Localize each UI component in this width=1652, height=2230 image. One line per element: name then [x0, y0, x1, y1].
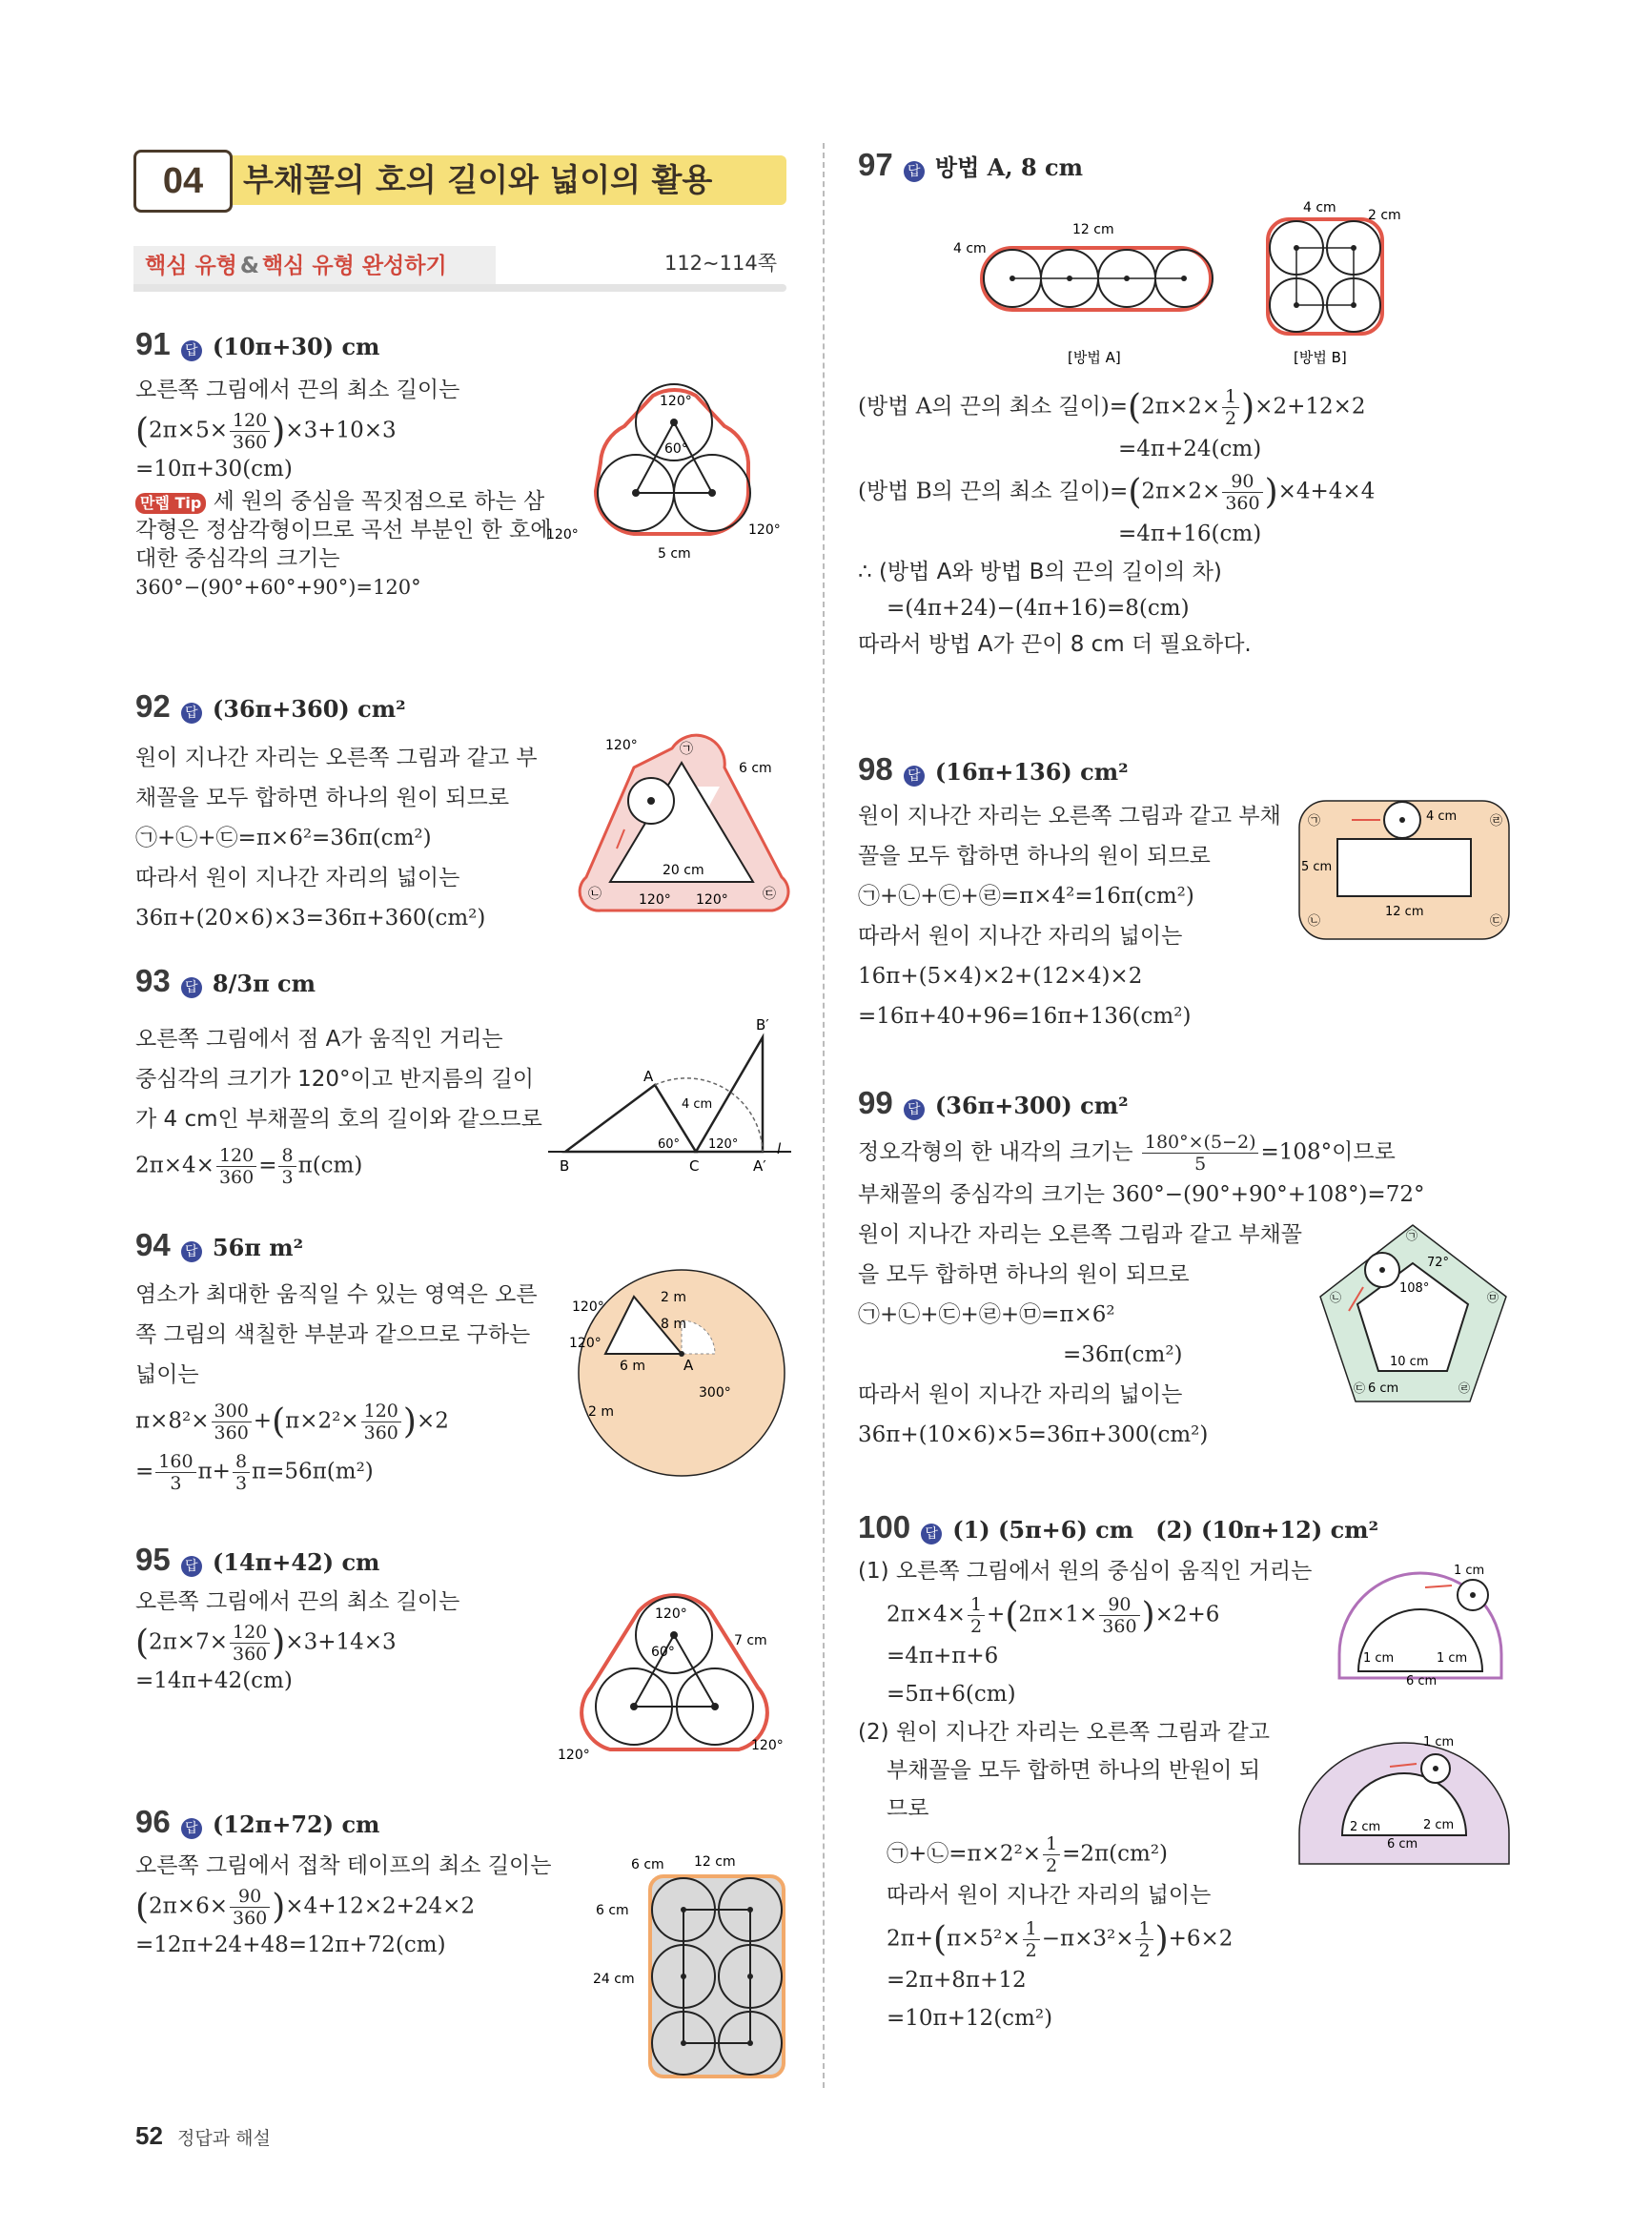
- answer-badge: 답: [181, 1241, 202, 1262]
- formula: = $\frac{160}{3}$ π+ $\frac{8}{3}$ π=56π(m²): [135, 1451, 374, 1494]
- figure-caption: [방법 A]: [1068, 349, 1121, 366]
- figure-93: [548, 1011, 791, 1177]
- note-line: 360°−(90°+60°+90°)=120°: [135, 576, 421, 599]
- text-line: 오른쪽 그림에서 점 A가 움직인 거리는: [135, 1027, 503, 1052]
- figure-96: [591, 1850, 791, 2083]
- text-line: 쪽 그림의 색칠한 부분과 같으므로 구하는: [135, 1322, 531, 1347]
- problem-97-body: [858, 386, 1375, 663]
- angle-label: 108°: [1399, 1281, 1430, 1296]
- length-label: 1 cm: [1423, 1735, 1455, 1749]
- section-header: [133, 150, 786, 211]
- angle-label: 60°: [658, 1137, 681, 1152]
- length-label: 4 cm: [953, 241, 987, 256]
- footer-label: 정답과 해설: [177, 2128, 271, 2149]
- answer: (14π+42) cm: [212, 1548, 380, 1576]
- formula: 16π+(5×4)×2+(12×4)×2: [858, 964, 1143, 989]
- text-line: 부채꼴을 모두 합하면 하나의 반원이 되: [887, 1758, 1261, 1783]
- note-tag: 만렙 Tip: [135, 493, 206, 514]
- answer-badge: 답: [904, 161, 925, 182]
- formula: 36π+(10×6)×5=36π+300(cm²): [858, 1422, 1209, 1447]
- answer: (10π+30) cm: [212, 333, 380, 360]
- length-label: 6 cm: [1368, 1381, 1399, 1396]
- formula: 2π×4× $\frac{120}{360}$ = $\frac{8}{3}$ π(cm): [135, 1145, 363, 1188]
- point-label: B: [560, 1157, 570, 1175]
- angle-label: 60°: [651, 1645, 675, 1660]
- length-label: 8 m: [661, 1317, 686, 1332]
- problem-number: 96: [135, 1804, 171, 1839]
- angle-label: 72°: [1427, 1256, 1450, 1270]
- figure-94: [567, 1263, 796, 1483]
- subheader-pages: 112~114쪽: [663, 252, 777, 275]
- answer: (16π+136) cm²: [934, 758, 1129, 786]
- formula-result: =10π+30(cm): [135, 457, 293, 481]
- answer: 방법 A, 8 cm: [934, 153, 1084, 181]
- formula-result: =4π+16(cm): [1118, 522, 1262, 546]
- formula: =2π+8π+12: [887, 1968, 1027, 1993]
- text-line: 원이 지나간 자리는 오른쪽 그림과 같고 부: [135, 746, 538, 770]
- section-number: 04: [133, 150, 233, 213]
- angle-label: 300°: [699, 1385, 731, 1401]
- length-label: 4 cm: [682, 1097, 713, 1112]
- formula: 정오각형의 한 내각의 크기는 $\frac{180^\circ\times(5-2)}{5}$ =108°이므로: [858, 1132, 1396, 1175]
- angle-label: 120°: [639, 892, 671, 908]
- sector-label: ㉠: [1308, 814, 1321, 829]
- problem-number: 95: [135, 1542, 171, 1577]
- point-label: A: [683, 1357, 694, 1374]
- sector-label: ㉣: [1458, 1381, 1471, 1395]
- length-label: 6 cm: [1406, 1674, 1438, 1688]
- problem-number: 92: [135, 688, 171, 724]
- formula: =(4π+24)−(4π+16)=8(cm): [887, 596, 1190, 621]
- length-label: 20 cm: [663, 863, 704, 878]
- figure-99: [1315, 1220, 1511, 1411]
- length-label: 12 cm: [1385, 905, 1424, 919]
- problem-94: [135, 1225, 538, 1494]
- answer-badge: 답: [181, 1818, 202, 1839]
- problem-number: 100: [858, 1509, 911, 1545]
- formula: 2π+(π×5²× $\frac{1}{2}$ −π×3²× $\frac{1}{2}$ )+6×2: [887, 1918, 1234, 1961]
- figure-98: [1295, 796, 1514, 944]
- point-label: C: [689, 1157, 700, 1175]
- formula-result: =12π+24+48=12π+72(cm): [135, 1933, 446, 1957]
- line-label: l: [777, 1140, 782, 1157]
- formula: ㉠+㉡+㉢+㉣+㉤=π×6²: [858, 1302, 1115, 1327]
- length-label: 2 cm: [1423, 1818, 1455, 1832]
- figure-100-2: [1295, 1730, 1514, 1873]
- note-line: 세 원의 중심을 꼭짓점으로 하는 삼: [213, 489, 545, 514]
- problem-number: 91: [135, 326, 171, 361]
- text-line: 꼴을 모두 합하면 하나의 원이 되므로: [858, 844, 1211, 869]
- answer-badge: 답: [904, 766, 925, 787]
- text-line: 채꼴을 모두 합하면 하나의 원이 되므로: [135, 786, 510, 810]
- text-line: 염소가 최대한 움직일 수 있는 영역은 오른: [135, 1282, 538, 1307]
- subheader-amp: &: [239, 254, 259, 278]
- answer-badge: 답: [904, 1099, 925, 1120]
- formula: (방법 B의 끈의 최소 길이)=(2π×2× $\frac{90}{360}$ )×4+4×4: [858, 471, 1376, 514]
- formula: =4π+π+6: [887, 1644, 999, 1668]
- answer-badge: 답: [181, 340, 202, 361]
- point-label: B′: [756, 1016, 769, 1033]
- length-label: 6 m: [620, 1359, 645, 1374]
- subheader: [133, 246, 786, 292]
- angle-label: 120°: [751, 1738, 784, 1753]
- formula: (방법 A의 끈의 최소 길이)=(2π×2× $\frac{1}{2}$ )×2+12×2: [858, 386, 1366, 429]
- point-label: A: [643, 1068, 654, 1085]
- sector-label: ㉢: [1490, 914, 1503, 929]
- figure-100-1: [1330, 1559, 1511, 1692]
- subheader-part2: 핵심 유형 완성하기: [261, 254, 447, 278]
- length-label: 6 cm: [739, 761, 772, 776]
- angle-label: 120°: [546, 527, 579, 542]
- figure-92: [567, 734, 796, 925]
- note: [135, 487, 551, 516]
- text-line: ∴ (방법 A와 방법 B의 끈의 길이의 차): [858, 560, 1222, 584]
- note-line: 대한 중심각의 크기는: [135, 546, 340, 571]
- problem-number: 97: [858, 147, 893, 182]
- formula: 36π+(20×6)×3=36π+360(cm²): [135, 906, 486, 931]
- text-line: 따라서 원이 지나간 자리의 넓이는: [858, 1382, 1183, 1407]
- page-number: 52: [135, 2121, 163, 2150]
- formula: ㉠+㉡+㉢+㉣=π×4²=16π(cm²): [858, 884, 1194, 909]
- note-line: 각형은 정삼각형이므로 곡선 부분인 한 호에: [135, 518, 552, 542]
- length-label: 1 cm: [1363, 1651, 1395, 1666]
- angle-label: 120°: [696, 892, 728, 908]
- angle-label: 60°: [664, 441, 688, 457]
- problem-95: [135, 1540, 459, 1693]
- text-line: (1) 오른쪽 그림에서 원의 중심이 움직인 거리는: [858, 1559, 1313, 1584]
- length-label: 12 cm: [694, 1854, 736, 1870]
- figure-91: [543, 377, 791, 567]
- angle-label: 120°: [660, 394, 692, 409]
- length-label: 6 cm: [596, 1903, 629, 1918]
- sector-label: ㉡: [1308, 914, 1321, 929]
- answer-badge: 답: [921, 1524, 942, 1545]
- problem-92: [135, 686, 538, 938]
- length-label: 24 cm: [593, 1972, 635, 1987]
- length-label: 1 cm: [1437, 1651, 1468, 1666]
- length-label: 2 cm: [1368, 208, 1401, 223]
- problem-number: 98: [858, 751, 893, 787]
- answer: 8/3π cm: [212, 970, 316, 997]
- length-label: 4 cm: [1303, 200, 1336, 215]
- length-label: 6 cm: [1387, 1837, 1418, 1852]
- formula: =36π(cm²): [1063, 1342, 1183, 1367]
- length-label: 2 cm: [1350, 1820, 1381, 1834]
- problem-number: 94: [135, 1227, 171, 1262]
- answer: (1) (5π+6) cm: [952, 1516, 1134, 1544]
- formula: π×8²× $\frac{300}{360}$ +(π×2²× $\frac{120}{360}$ )×2: [135, 1401, 449, 1443]
- formula-result: =14π+42(cm): [135, 1668, 293, 1693]
- formula: =5π+6(cm): [887, 1682, 1016, 1707]
- problem-96: [135, 1802, 551, 1957]
- answer: (36π+360) cm²: [212, 695, 406, 723]
- sector-label: ㉡: [1330, 1291, 1342, 1304]
- formula: (2π×5× $\frac{120}{360}$ )×3+10×3: [135, 410, 397, 453]
- text-line: 따라서 방법 A가 끈이 8 cm 더 필요하다.: [858, 632, 1252, 657]
- problem-91: [135, 324, 551, 602]
- length-label: 4 cm: [1426, 809, 1458, 824]
- answer: (12π+72) cm: [212, 1811, 380, 1838]
- formula-result: =4π+24(cm): [1118, 437, 1262, 461]
- angle-label: 120°: [558, 1748, 590, 1763]
- formula: ㉠+㉡=π×2²× $\frac{1}{2}$ =2π(cm²): [887, 1833, 1169, 1876]
- section-title: 부채꼴의 호의 길이와 넓이의 활용: [243, 161, 713, 198]
- point-label: A′: [753, 1157, 766, 1175]
- sector-label: ㉠: [680, 742, 693, 757]
- problem-number: 99: [858, 1085, 893, 1120]
- length-label: 5 cm: [658, 546, 691, 562]
- text-line: 오른쪽 그림에서 끈의 최소 길이는: [135, 378, 460, 402]
- formula: (2π×7× $\frac{120}{360}$ )×3+14×3: [135, 1622, 397, 1665]
- text-line: 을 모두 합하면 하나의 원이 되므로: [858, 1262, 1190, 1287]
- text-line: 오른쪽 그림에서 접착 테이프의 최소 길이는: [135, 1853, 552, 1878]
- angle-label: 120°: [655, 1606, 687, 1622]
- footer: [135, 2121, 271, 2151]
- text-line: 원이 지나간 자리는 오른쪽 그림과 같고 부채: [858, 804, 1281, 829]
- angle-label: 120°: [605, 738, 638, 753]
- sector-label: ㉠: [1406, 1229, 1418, 1242]
- text-line: 므로: [887, 1796, 929, 1821]
- text-line: 중심각의 크기가 120°이고 반지름의 길이: [135, 1067, 534, 1092]
- answer-badge: 답: [181, 1556, 202, 1577]
- text-line: 따라서 원이 지나간 자리의 넓이는: [887, 1883, 1212, 1908]
- problem-number: 93: [135, 963, 171, 998]
- subheader-part1: 핵심 유형: [145, 254, 237, 278]
- formula: (2π×6× $\frac{90}{360}$ )×4+12×2+24×2: [135, 1886, 476, 1929]
- text-line: 오른쪽 그림에서 끈의 최소 길이는: [135, 1589, 460, 1614]
- length-label: 6 cm: [631, 1857, 664, 1872]
- formula: 부채꼴의 중심각의 크기는 360°−(90°+90°+108°)=72°: [858, 1182, 1425, 1207]
- formula: =10π+12(cm²): [887, 2006, 1053, 2031]
- sector-label: ㉣: [1490, 814, 1503, 829]
- sector-label: ㉤: [1487, 1291, 1499, 1304]
- angle-label: 120°: [569, 1336, 602, 1351]
- formula: 2π×4× $\frac{1}{2}$ +(2π×1× $\frac{90}{360}$ )×2+6: [887, 1594, 1220, 1637]
- angle-label: 120°: [748, 522, 781, 538]
- problem-98: [858, 748, 1281, 1036]
- sector-label: ㉢: [763, 887, 776, 902]
- column-divider: [823, 143, 825, 2088]
- problem-93: [135, 958, 542, 1188]
- answer: (36π+300) cm²: [934, 1092, 1129, 1119]
- length-label: 2 m: [661, 1290, 686, 1305]
- text-line: 가 4 cm인 부채꼴의 호의 길이와 같으므로: [135, 1107, 542, 1132]
- figure-95: [553, 1583, 796, 1773]
- length-label: 1 cm: [1454, 1564, 1485, 1578]
- length-label: 12 cm: [1072, 222, 1114, 237]
- text-line: 원이 지나간 자리는 오른쪽 그림과 같고 부채꼴: [858, 1222, 1303, 1247]
- length-label: 10 cm: [1390, 1355, 1429, 1369]
- answer: 56π m²: [212, 1234, 304, 1261]
- sector-label: ㉢: [1354, 1381, 1366, 1395]
- figure-97: [948, 191, 1401, 372]
- figure-caption: [방법 B]: [1294, 349, 1347, 366]
- answer-badge: 답: [181, 977, 202, 998]
- text-line: 넓이는: [135, 1362, 199, 1387]
- length-label: 2 m: [588, 1404, 614, 1420]
- formula: ㉠+㉡+㉢=π×6²=36π(cm²): [135, 826, 432, 850]
- problem-97: [858, 145, 1083, 191]
- formula: =16π+40+96=16π+136(cm²): [858, 1004, 1192, 1029]
- angle-label: 120°: [572, 1299, 604, 1315]
- text-line: 따라서 원이 지나간 자리의 넓이는: [858, 924, 1183, 949]
- text-line: (2) 원이 지나간 자리는 오른쪽 그림과 같고: [858, 1720, 1270, 1745]
- answer-badge: 답: [181, 703, 202, 724]
- answer: (2) (10π+12) cm²: [1155, 1516, 1379, 1544]
- sector-label: ㉡: [588, 887, 602, 902]
- angle-label: 120°: [708, 1137, 739, 1152]
- length-label: 7 cm: [734, 1633, 767, 1648]
- text-line: 따라서 원이 지나간 자리의 넓이는: [135, 866, 460, 890]
- length-label: 5 cm: [1301, 860, 1333, 874]
